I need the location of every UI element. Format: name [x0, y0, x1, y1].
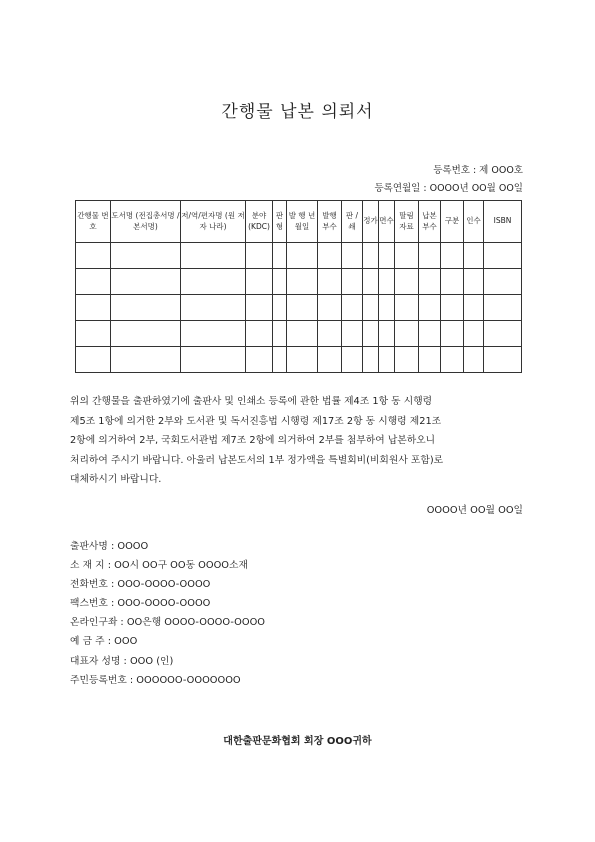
table-cell[interactable]: [395, 295, 419, 321]
paragraph-line: 2항에 의거하여 2부, 국회도서관법 제7조 2항에 의거하여 2부를 첨부하여 납본하오니: [70, 435, 436, 446]
table-cell[interactable]: [342, 269, 363, 295]
table-cell[interactable]: [379, 347, 395, 373]
table-cell[interactable]: [419, 295, 441, 321]
paragraph-line: 처리하여 주시기 바랍니다. 아울러 납본도서의 1부 정가액을 특별회비(비회원사 포함)로: [70, 454, 444, 466]
table-cell[interactable]: [342, 295, 363, 321]
header-cell: 정가: [363, 201, 379, 243]
table-cell[interactable]: [287, 347, 318, 373]
table-cell[interactable]: [76, 321, 111, 347]
table-header-row: [76, 201, 522, 243]
table-cell[interactable]: [363, 347, 379, 373]
table-cell[interactable]: [273, 295, 287, 321]
header-cell: 면수: [379, 201, 395, 243]
table-cell[interactable]: [318, 295, 342, 321]
table-cell[interactable]: [181, 347, 246, 373]
request-paragraph: [70, 392, 528, 490]
header-cell: 판 / 쇄: [342, 201, 363, 243]
table-cell[interactable]: [395, 321, 419, 347]
table-cell[interactable]: [287, 321, 318, 347]
table-cell[interactable]: [441, 269, 464, 295]
table-row: [76, 347, 522, 373]
table-cell[interactable]: [379, 243, 395, 269]
table-cell[interactable]: [484, 347, 522, 373]
table-cell[interactable]: [419, 321, 441, 347]
header-cell: 구분: [441, 201, 464, 243]
header-cell: 분야 (KDC): [246, 201, 273, 243]
table-cell[interactable]: [419, 243, 441, 269]
addressee: 대한출판문화협회 회장 OOO귀하: [223, 736, 372, 747]
table-cell[interactable]: [111, 295, 181, 321]
header-cell: 발행 부수: [318, 201, 342, 243]
header-cell: 저/역/편자명 (원 저자 나라): [181, 201, 246, 243]
info-row: 예 금 주 : OOO: [70, 636, 138, 648]
table-row: [76, 269, 522, 295]
table-cell[interactable]: [464, 321, 484, 347]
table-cell[interactable]: [342, 321, 363, 347]
table-cell[interactable]: [441, 295, 464, 321]
table-cell[interactable]: [342, 347, 363, 373]
table-cell[interactable]: [395, 269, 419, 295]
table-cell[interactable]: [464, 269, 484, 295]
table-cell[interactable]: [441, 347, 464, 373]
header-cell: ISBN: [484, 201, 522, 243]
publisher-info: [70, 537, 265, 690]
table-cell[interactable]: [484, 321, 522, 347]
table-cell[interactable]: [484, 295, 522, 321]
table-cell[interactable]: [395, 347, 419, 373]
paragraph-line: 위의 간행물을 출판하였기에 출판사 및 인쇄소 등록에 관한 법률 제4조 1항 동 시행령: [70, 396, 433, 407]
table-cell[interactable]: [464, 243, 484, 269]
header-cell: 발 행 년월일: [287, 201, 318, 243]
paragraph-line: 제5조 1항에 의거한 2부와 도서관 및 독서진흥법 시행령 제17조 2항 동 시행령 제21조: [70, 415, 442, 427]
table-cell[interactable]: [441, 321, 464, 347]
table-cell[interactable]: [363, 295, 379, 321]
table-cell[interactable]: [318, 347, 342, 373]
table-cell[interactable]: [273, 347, 287, 373]
table-cell[interactable]: [395, 243, 419, 269]
document-date: OOOO년 OO월 OO일: [426, 505, 523, 516]
table-cell[interactable]: [76, 269, 111, 295]
table-cell[interactable]: [318, 243, 342, 269]
table-cell[interactable]: [318, 321, 342, 347]
table-cell[interactable]: [484, 243, 522, 269]
deposit-table: [75, 200, 522, 373]
table-cell[interactable]: [76, 243, 111, 269]
table-cell[interactable]: [273, 269, 287, 295]
table-cell[interactable]: [419, 347, 441, 373]
info-row: 출판사명 : OOOO: [70, 541, 149, 552]
table-cell[interactable]: [76, 347, 111, 373]
header-cell: 딸림 자료: [395, 201, 419, 243]
table-cell[interactable]: [379, 321, 395, 347]
header-cell: 인수: [464, 201, 484, 243]
table-cell[interactable]: [246, 347, 273, 373]
table-cell[interactable]: [318, 269, 342, 295]
info-row: 대표자 성명 : OOO (인): [70, 655, 174, 667]
table-cell[interactable]: [181, 269, 246, 295]
table-cell[interactable]: [273, 243, 287, 269]
table-cell[interactable]: [287, 295, 318, 321]
registration-date: 등록연월일 : OOOO년 OO월 OO일: [374, 183, 523, 194]
info-row: 팩스번호 : OOO-OOOO-OOOO: [70, 598, 211, 610]
header-cell: 판형: [273, 201, 287, 243]
table-cell[interactable]: [181, 243, 246, 269]
table-cell[interactable]: [287, 269, 318, 295]
table-cell[interactable]: [464, 295, 484, 321]
table-cell[interactable]: [379, 295, 395, 321]
header-cell: 간행물 번 호: [76, 201, 111, 243]
table-cell[interactable]: [287, 243, 318, 269]
table-row: [76, 295, 522, 321]
table-cell[interactable]: [181, 295, 246, 321]
header-cell: 도서명 (전집총서명 / 본서명): [111, 201, 181, 243]
table-cell[interactable]: [363, 321, 379, 347]
table-cell[interactable]: [379, 269, 395, 295]
table-row: [76, 321, 522, 347]
registration-number: 등록번호 : 제 OOO호: [433, 165, 523, 176]
table-cell[interactable]: [76, 295, 111, 321]
table-cell[interactable]: [181, 321, 246, 347]
info-row: 온라인구좌 : OO은행 OOOO-OOOO-OOOO: [70, 617, 266, 629]
table-cell[interactable]: [464, 347, 484, 373]
table-cell[interactable]: [246, 295, 273, 321]
info-row: 소 재 지 : OO시 OO구 OO동 OOOO소재: [70, 560, 248, 572]
info-row: 주민등록번호 : OOOOOO-OOOOOOO: [70, 674, 241, 686]
table-cell[interactable]: [342, 243, 363, 269]
header-cell: 납본 부수: [419, 201, 441, 243]
table-cell[interactable]: [246, 243, 273, 269]
info-row: 전화번호 : OOO-OOOO-OOOO: [70, 579, 211, 591]
table-cell[interactable]: [273, 321, 287, 347]
table-cell[interactable]: [111, 347, 181, 373]
document-title: 간행물 납본 의뢰서: [221, 102, 374, 122]
table-cell[interactable]: [246, 321, 273, 347]
table-cell[interactable]: [363, 269, 379, 295]
table-cell[interactable]: [111, 321, 181, 347]
table-cell[interactable]: [419, 269, 441, 295]
table-cell[interactable]: [484, 269, 522, 295]
table-cell[interactable]: [111, 269, 181, 295]
table-cell[interactable]: [441, 243, 464, 269]
table-row: [76, 243, 522, 269]
paragraph-line: 대체하시기 바랍니다.: [70, 474, 162, 485]
table-cell[interactable]: [111, 243, 181, 269]
table-cell[interactable]: [246, 269, 273, 295]
table-cell[interactable]: [363, 243, 379, 269]
